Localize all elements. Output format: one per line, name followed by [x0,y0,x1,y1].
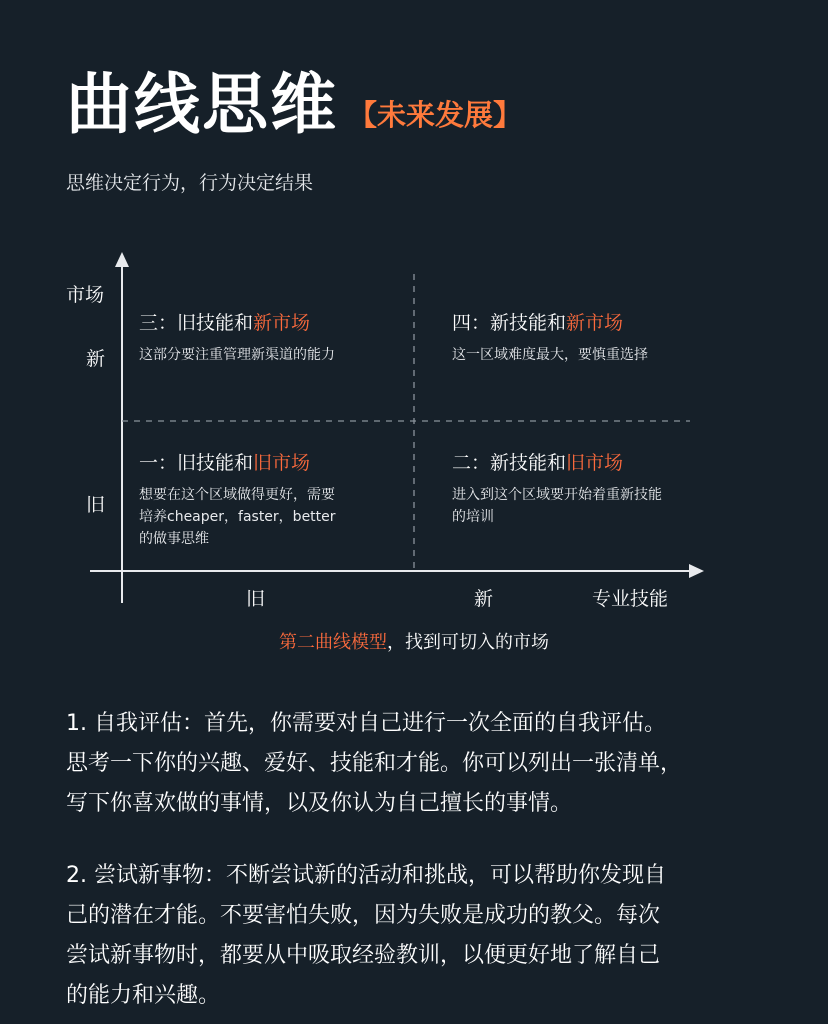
diagram-axes [0,240,828,620]
diagram-caption: 第二曲线模型，找到可切入的市场 [279,632,549,653]
quadrant-1-desc-line: 的做事思维 [139,531,209,547]
paragraph-self-assessment [66,704,796,824]
y-axis-arrow-icon [115,252,129,267]
paragraph-line: 尝试新事物时，都要从中吸取经验教训，以便更好地了解自己 [66,943,661,968]
y-label-old: 旧 [86,494,106,516]
quadrant-2-desc [452,484,662,528]
quadrant-diagram [0,240,828,660]
quadrant-1-desc-line: 培养cheaper，faster，better [139,509,336,525]
x-label-old: 旧 [246,588,266,610]
paragraph-line: 己的潜在才能。不要害怕失败，因为失败是成功的教父。每次 [66,903,661,928]
page-subtitle: 思维决定行为，行为决定结果 [66,172,314,194]
quadrant-1-desc [139,484,336,550]
quadrant-3-heading: 三：旧技能和新市场 [139,312,311,334]
paragraph-line: 写下你喜欢做的事情，以及你认为自己擅长的事情。 [66,791,573,816]
paragraph-line: 思考一下你的兴趣、爱好、技能和才能。你可以列出一张清单， [66,751,683,776]
paragraph-line: 的能力和兴趣。 [66,983,221,1008]
quadrant-2-desc-line: 进入到这个区域要开始着重新技能 [452,487,662,503]
paragraph-line: 2. 尝试新事物：不断尝试新的活动和挑战，可以帮助你发现自 [66,863,666,888]
y-label-new: 新 [86,348,106,370]
x-axis-arrow-icon [689,564,704,578]
quadrant-1-desc-line: 想要在这个区域做得更好，需要 [139,487,335,503]
title-tag: 【未来发展】 [348,98,523,132]
page-title: 曲线思维 [66,66,338,143]
paragraph-try-new-things [66,856,796,1016]
title-row [66,66,523,143]
quadrant-3-desc: 这部分要注重管理新渠道的能力 [139,347,335,363]
quadrant-4-heading: 四：新技能和新市场 [452,312,624,334]
quadrant-2-heading: 二：新技能和旧市场 [452,452,624,474]
x-axis-title: 专业技能 [592,588,669,610]
quadrant-2-desc-line: 的培训 [452,509,494,525]
y-axis-title: 市场 [66,284,105,306]
quadrant-1-heading: 一：旧技能和旧市场 [139,452,311,474]
x-label-new: 新 [474,588,494,610]
paragraph-line: 1. 自我评估：首先，你需要对自己进行一次全面的自我评估。 [66,711,666,736]
quadrant-4-desc: 这一区域难度最大，要慎重选择 [452,347,648,363]
